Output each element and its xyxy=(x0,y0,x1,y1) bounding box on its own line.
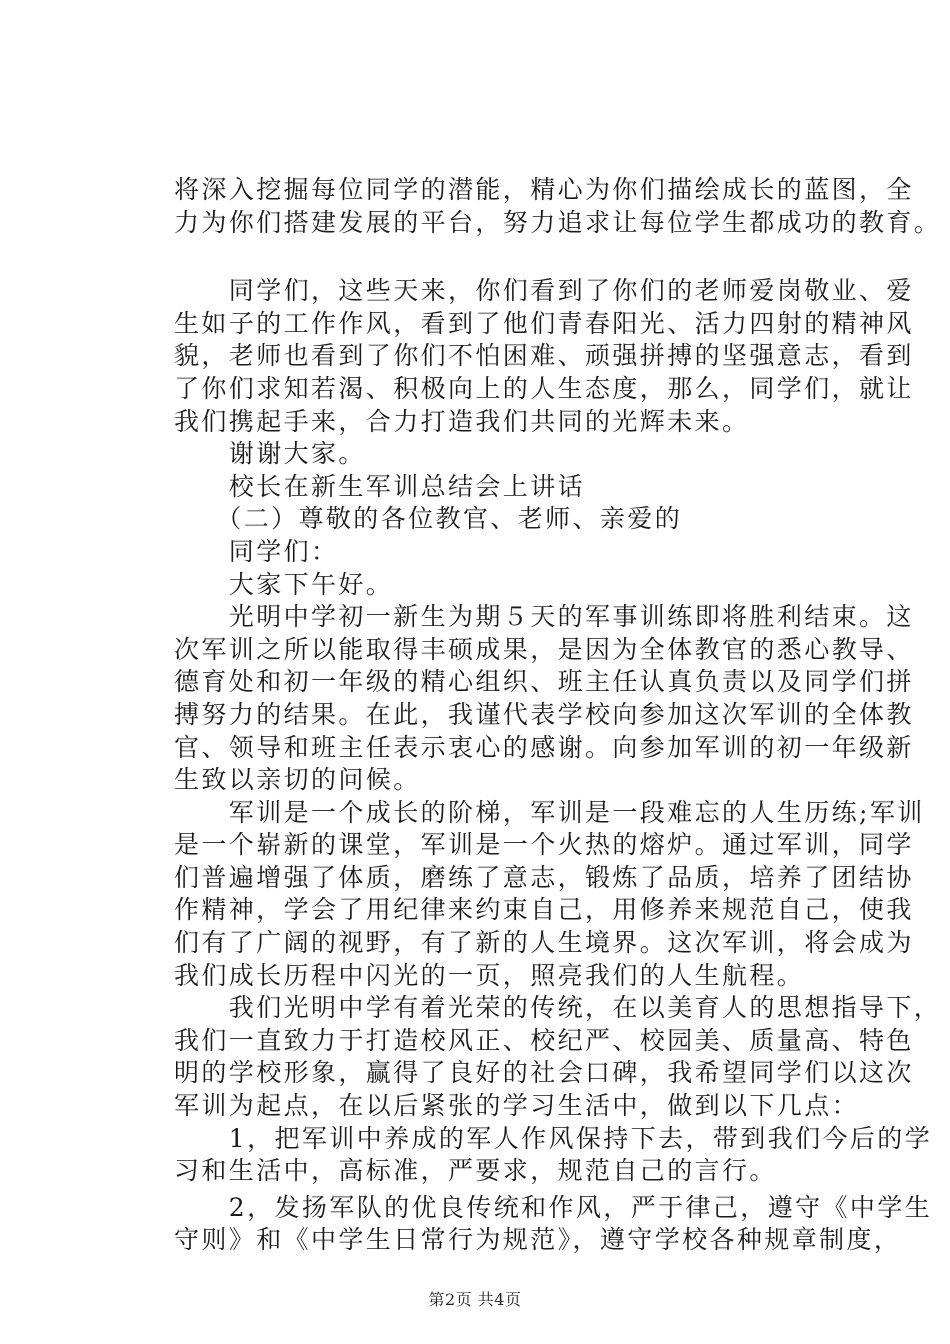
text-line: 同学们，这些天来，你们看到了你们的老师爱岗敬业、爱 xyxy=(174,276,914,306)
text-line: 我们成长历程中闪光的一页，照亮我们的人生航程。 xyxy=(174,960,805,990)
text-line: 生致以亲切的问候。 xyxy=(174,765,421,795)
text-line: 同学们： xyxy=(174,536,339,566)
text-line: 们普遍增强了体质，磨练了意志，锻炼了品质，培养了团结协 xyxy=(174,862,914,892)
text-line: 官、领导和班主任表示衷心的感谢。向参加军训的初一年级新 xyxy=(174,732,914,762)
text-line: 明的学校形象，赢得了良好的社会口碑，我希望同学们以这次 xyxy=(174,1058,914,1088)
text-line: 守则》和《中学生日常行为规范》，遵守学校各种规章制度， xyxy=(174,1225,902,1255)
text-line: 们有了广阔的视野，有了新的人生境界。这次军训，将会成为 xyxy=(174,928,914,958)
text-line: 谢谢大家。 xyxy=(174,439,366,469)
text-line: 军训为起点，在以后紧张的学习生活中，做到以下几点： xyxy=(174,1091,860,1121)
text-line: 我们光明中学有着光荣的传统，在以美育人的思想指导下， xyxy=(174,993,942,1023)
text-line: 大家下午好。 xyxy=(174,569,394,599)
text-line: 生如子的工作作风，看到了他们青春阳光、活力四射的精神风 xyxy=(174,308,914,338)
document-body xyxy=(174,174,942,1257)
text-line: 是一个崭新的课堂，军训是一个火热的熔炉。通过军训，同学 xyxy=(174,830,914,860)
paragraph-gap xyxy=(174,239,850,275)
text-line: 德育处和初一年级的精心组织、班主任认真负责以及同学们拼 xyxy=(174,667,914,697)
text-line: 我们携起手来，合力打造我们共同的光辉未来。 xyxy=(174,406,750,436)
text-line: 2，发扬军队的优良传统和作风，严于律己，遵守《中学生 xyxy=(174,1192,933,1222)
section-title: 校长在新生军训总结会上讲话 xyxy=(174,471,586,501)
text-line: 1，把军训中养成的军人作风保持下去，带到我们今后的学 xyxy=(174,1123,933,1153)
text-line: 了你们求知若渴、积极向上的人生态度，那么，同学们，就让 xyxy=(174,373,914,403)
text-line: 力为你们搭建发展的平台，努力追求让每位学生都成功的教育。 xyxy=(174,207,942,237)
text-line: 我们一直致力于打造校风正、校纪严、校园美、质量高、特色 xyxy=(174,1025,914,1055)
text-line: 光明中学初一新生为期５天的军事训练即将胜利结束。这 xyxy=(174,602,914,632)
text-line: 次军训之所以能取得丰硕成果，是因为全体教官的悉心教导、 xyxy=(174,634,914,664)
text-line: 作精神，学会了用纪律来约束自己，用修养来规范自己，使我 xyxy=(174,895,914,925)
text-line: 将深入挖掘每位同学的潜能，精心为你们描绘成长的蓝图，全 xyxy=(174,175,914,204)
text-line: （二）尊敬的各位教官、老师、亲爱的 xyxy=(174,504,683,534)
text-line: 习和生活中，高标准，严要求，规范自己的言行。 xyxy=(174,1156,777,1186)
text-line: 搏努力的结果。在此，我谨代表学校向参加这次军训的全体教 xyxy=(174,699,914,729)
text-line: 貌，老师也看到了你们不怕困难、顽强拼搏的坚强意志，看到 xyxy=(174,341,914,371)
text-line: 军训是一个成长的阶梯，军训是一段难忘的人生历练;军训 xyxy=(174,797,925,827)
page-number-footer: 第2页 共4页 xyxy=(428,1290,522,1309)
